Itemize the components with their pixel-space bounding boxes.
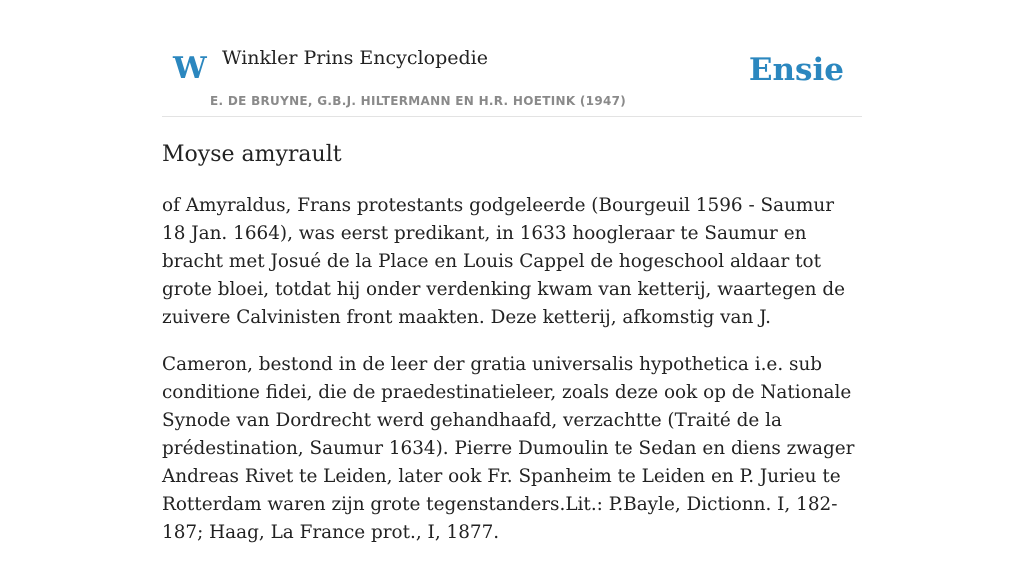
entry-paragraph: Cameron, bestond in de leer der gratia universalis hypothetica i.e. sub conditione fidei, die de praedestinatieleer, zoals deze ook op de Nationale Synode van Dordrecht werd gehandhaafd, verzachtte (Traité de la prédestination, Saumur 1634). Pierre Dumoulin te Sedan en diens zwager Andreas Rivet te Leiden, later ook Fr. Spanheim te Leiden en P. Jurieu te Rotterdam waren zijn grote tegenstanders.Lit.: P.Bayle, Dictionn. I, 182-187; Haag, La France prot., I, 1877.	[162, 354, 855, 543]
winkler-prins-logo[interactable]: W	[173, 51, 207, 86]
book-authors: E. DE BRUYNE, G.B.J. HILTERMANN EN H.R. HOETINK (1947)	[210, 94, 627, 108]
entry-body	[162, 192, 862, 566]
entry-paragraph: of Amyraldus, Frans protestants godgeleerde (Bourgeuil 1596 - Saumur 18 Jan. 1664), was eerst predikant, in 1633 hoogleraar te Saumur en bracht met Josué de la Place en Louis Cappel de hogeschool aldaar tot grote bloei, totdat hij onder verdenking kwam van ketterij, waartegen de zuivere Calvinisten front maakten. Deze ketterij, afkomstig van J.	[162, 195, 845, 328]
book-title[interactable]: Winkler Prins Encyclopedie	[222, 47, 488, 69]
site-header	[162, 0, 862, 117]
ensie-logo[interactable]: Ensie	[748, 52, 844, 88]
entry-title: Moyse amyrault	[162, 142, 342, 167]
